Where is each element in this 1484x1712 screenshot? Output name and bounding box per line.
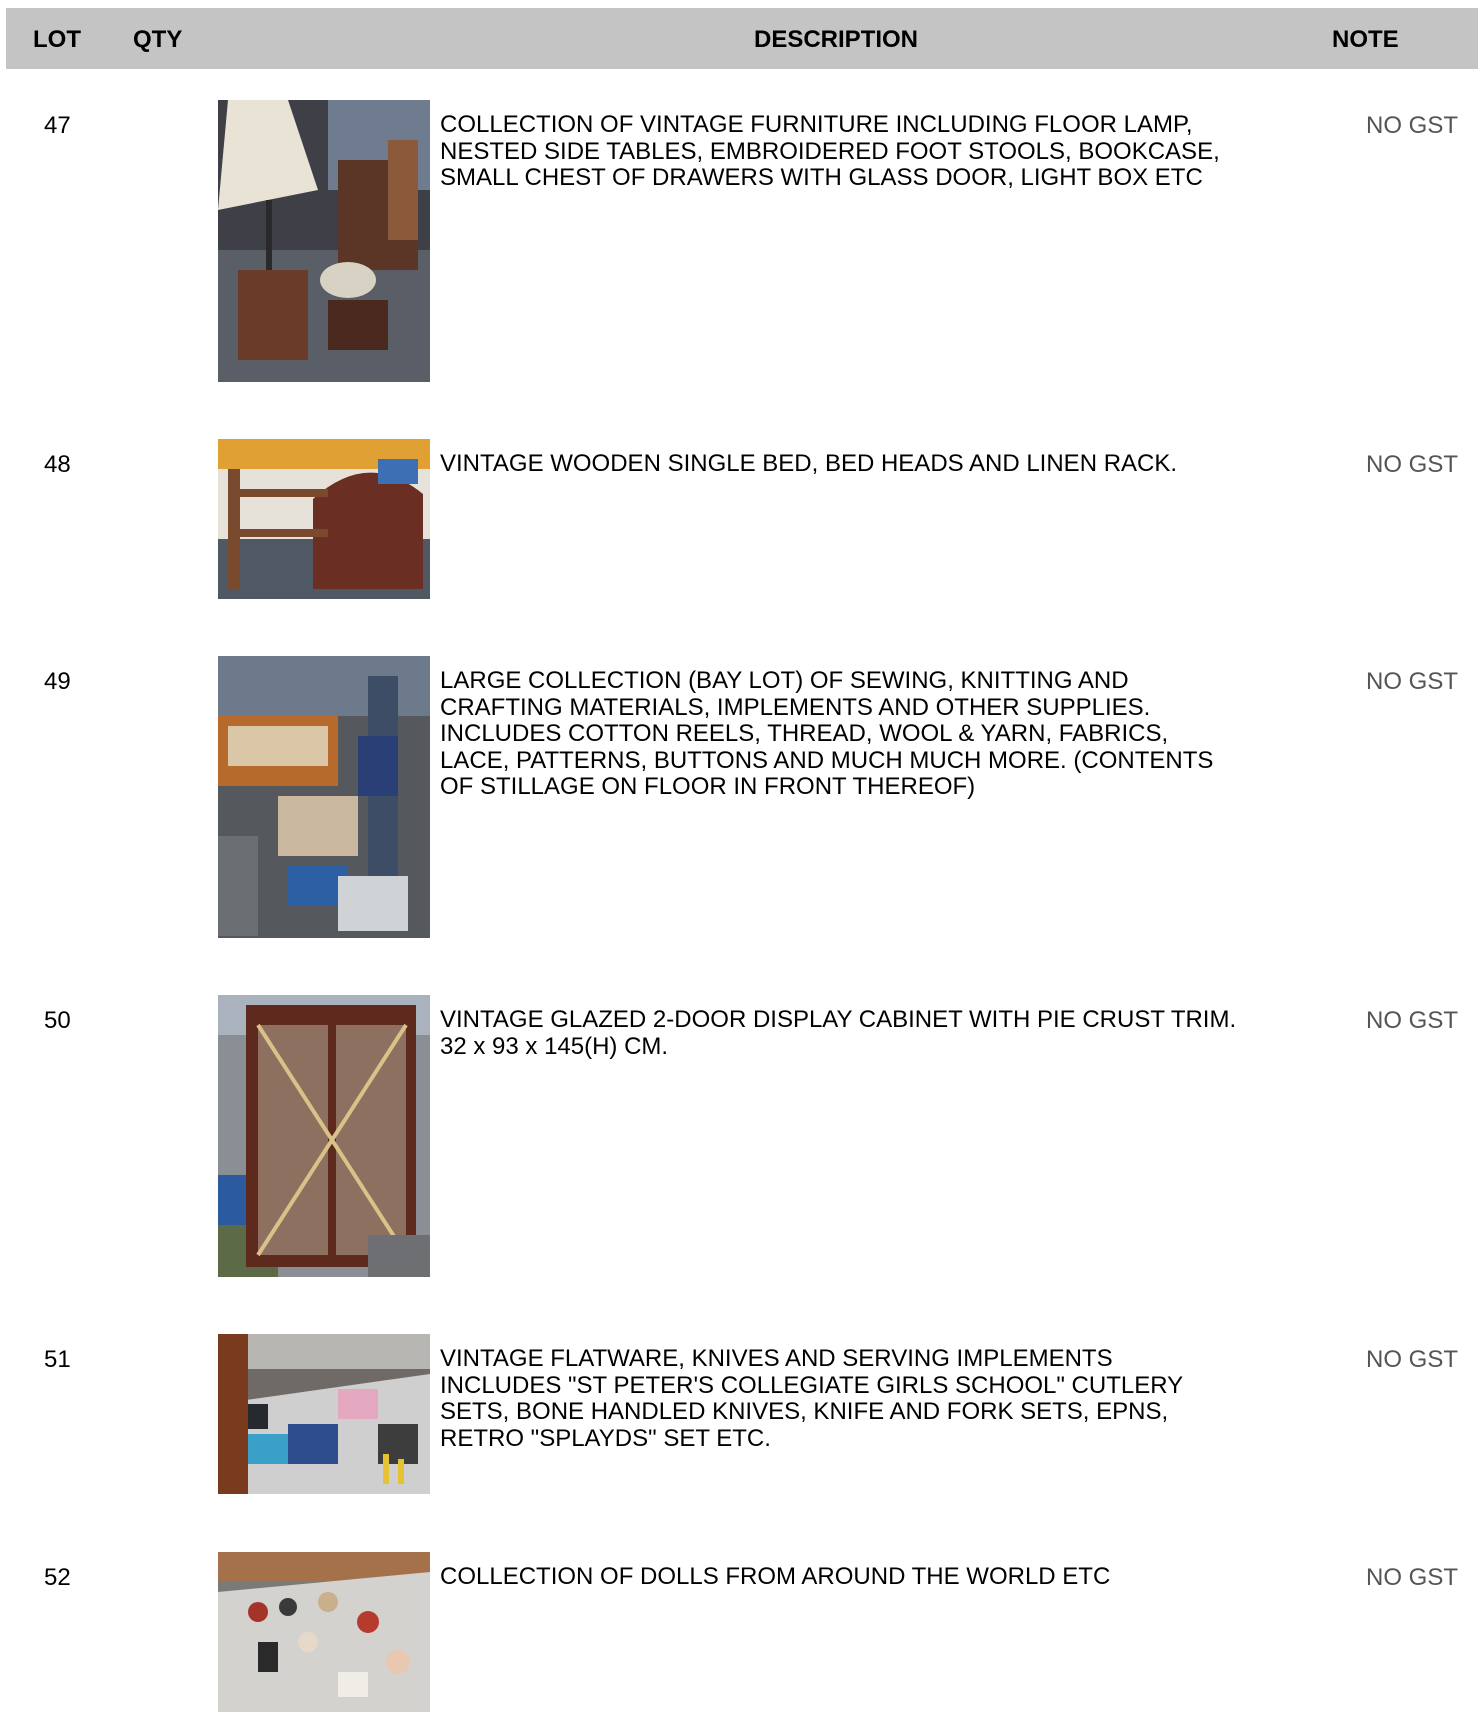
lot-photo[interactable] — [218, 995, 430, 1277]
lot-description: VINTAGE WOODEN SINGLE BED, BED HEADS AND LINEN RACK. — [440, 450, 1178, 477]
lot-note: NO GST — [1366, 1346, 1459, 1373]
lot-row — [0, 1334, 1484, 1494]
lot-number: 49 — [44, 668, 71, 695]
lot-number: 50 — [44, 1007, 71, 1034]
lot-number: 47 — [44, 112, 71, 139]
lot-note: NO GST — [1366, 112, 1459, 139]
header-description: DESCRIPTION — [754, 26, 919, 53]
lot-photo[interactable] — [218, 100, 430, 382]
lot-note: NO GST — [1366, 1564, 1459, 1591]
lot-row — [0, 656, 1484, 938]
lot-photo[interactable] — [218, 439, 430, 599]
lot-description: COLLECTION OF DOLLS FROM AROUND THE WORLD ETC — [440, 1563, 1111, 1590]
lot-number: 51 — [44, 1346, 71, 1373]
lot-note: NO GST — [1366, 1007, 1459, 1034]
lot-photo[interactable] — [218, 1334, 430, 1494]
lot-row — [0, 1552, 1484, 1712]
lot-row — [0, 995, 1484, 1277]
header-qty: QTY — [133, 26, 183, 53]
lot-photo[interactable] — [218, 1552, 430, 1712]
lot-description: LARGE COLLECTION (BAY LOT) OF SEWING, KNITTING AND CRAFTING MATERIALS, IMPLEMENTS AND OTHER SUPPLIES. INCLUDES COTTON REELS, THREAD, WOOL & YARN, FABRICS, LACE, PATTERNS, BUTTONS AND MUCH MUCH MORE. (CONTENTS OF STILLAGE ON FLOOR IN FRONT THEREOF) — [440, 667, 1214, 800]
table-header — [6, 8, 1478, 69]
lot-number: 48 — [44, 451, 71, 478]
lot-note: NO GST — [1366, 451, 1459, 478]
lot-number: 52 — [44, 1564, 71, 1591]
lot-description: COLLECTION OF VINTAGE FURNITURE INCLUDING FLOOR LAMP, NESTED SIDE TABLES, EMBROIDERED FOOT STOOLS, BOOKCASE, SMALL CHEST OF DRAWERS WITH GLASS DOOR, LIGHT BOX ETC — [440, 111, 1220, 191]
header-note: NOTE — [1332, 26, 1399, 53]
lot-note: NO GST — [1366, 668, 1459, 695]
lot-row — [0, 100, 1484, 382]
header-lot: LOT — [33, 26, 81, 53]
lot-row — [0, 439, 1484, 599]
lot-photo[interactable] — [218, 656, 430, 938]
lot-description: VINTAGE GLAZED 2-DOOR DISPLAY CABINET WITH PIE CRUST TRIM. 32 x 93 x 145(H) CM. — [440, 1006, 1237, 1060]
lot-description: VINTAGE FLATWARE, KNIVES AND SERVING IMPLEMENTS INCLUDES "ST PETER'S COLLEGIATE GIRLS SCHOOL" CUTLERY SETS, BONE HANDLED KNIVES, KNIFE AND FORK SETS, EPNS, RETRO "SPLAYDS" SET ETC. — [440, 1345, 1183, 1452]
